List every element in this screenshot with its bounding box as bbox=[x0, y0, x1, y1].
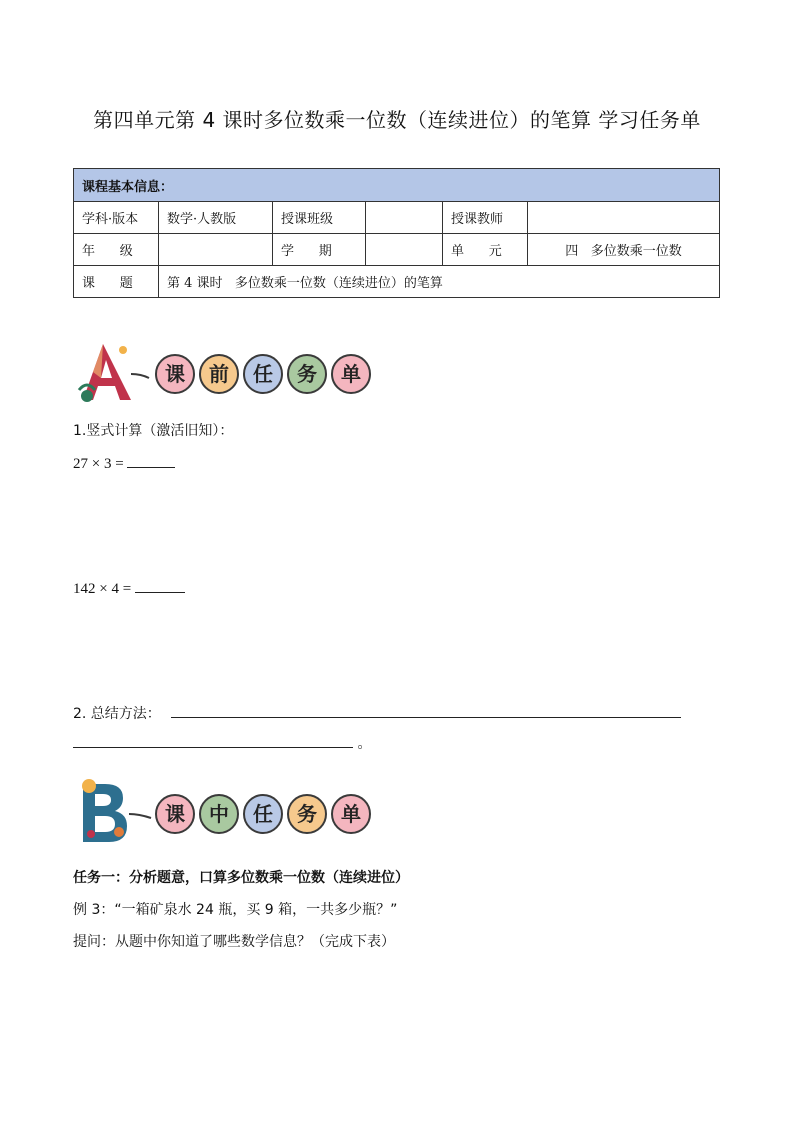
question-2 bbox=[73, 703, 681, 723]
banner-a-char-5: 单 bbox=[331, 354, 371, 394]
letter-b-icon bbox=[75, 776, 155, 846]
banner-a-char-3: 任 bbox=[243, 354, 283, 394]
task-1-heading: 任务一：分析题意，口算多位数乘一位数（连续进位） bbox=[73, 870, 409, 886]
letter-a-icon bbox=[75, 338, 155, 408]
banner-b-char-3: 任 bbox=[243, 794, 283, 834]
question-1: 1.竖式计算（激活旧知）： bbox=[73, 423, 234, 439]
subject-label: 学科·版本 bbox=[74, 202, 159, 234]
table-header: 课程基本信息： bbox=[74, 169, 720, 202]
pre-class-task-banner bbox=[75, 338, 395, 408]
banner-b-char-4: 务 bbox=[287, 794, 327, 834]
topic-value: 第 4 课时 多位数乘一位数（连续进位）的笔算 bbox=[159, 266, 720, 298]
course-info-table bbox=[73, 168, 720, 298]
summary-blank-1[interactable] bbox=[171, 703, 681, 718]
teacher-value bbox=[528, 202, 720, 234]
calc-1-expression: 27 × 3 = bbox=[73, 456, 124, 472]
calc-2 bbox=[73, 578, 185, 598]
summary-line-2 bbox=[73, 733, 371, 753]
calc-2-expression: 142 × 4 = bbox=[73, 581, 132, 597]
example-3: 例 3：“一箱矿泉水 24 瓶，买 9 箱，一共多少瓶？” bbox=[73, 902, 398, 918]
question-2-label: 2. 总结方法： bbox=[73, 706, 161, 722]
banner-a-char-4: 务 bbox=[287, 354, 327, 394]
unit-label: 单 元 bbox=[443, 234, 528, 266]
grade-value bbox=[159, 234, 273, 266]
page-title: 第四单元第 4 课时多位数乘一位数（连续进位）的笔算 学习任务单 bbox=[93, 108, 701, 132]
calc-2-answer-blank[interactable] bbox=[135, 578, 185, 593]
class-label: 授课班级 bbox=[273, 202, 366, 234]
term-value bbox=[366, 234, 443, 266]
in-class-task-banner bbox=[75, 776, 395, 846]
banner-b-char-2: 中 bbox=[199, 794, 239, 834]
term-label: 学 期 bbox=[273, 234, 366, 266]
banner-b-char-5: 单 bbox=[331, 794, 371, 834]
subject-value: 数学·人教版 bbox=[159, 202, 273, 234]
teacher-label: 授课教师 bbox=[443, 202, 528, 234]
class-value bbox=[366, 202, 443, 234]
calc-1-answer-blank[interactable] bbox=[127, 453, 175, 468]
summary-end-mark: 。 bbox=[357, 736, 372, 752]
banner-a-char-1: 课 bbox=[155, 354, 195, 394]
banner-b-char-1: 课 bbox=[155, 794, 195, 834]
banner-a-char-2: 前 bbox=[199, 354, 239, 394]
topic-label: 课 题 bbox=[74, 266, 159, 298]
unit-value: 四 多位数乘一位数 bbox=[528, 234, 720, 266]
calc-1 bbox=[73, 453, 175, 473]
summary-blank-2[interactable] bbox=[73, 733, 353, 748]
grade-label: 年 级 bbox=[74, 234, 159, 266]
question-prompt: 提问：从题中你知道了哪些数学信息？（完成下表） bbox=[73, 934, 395, 950]
